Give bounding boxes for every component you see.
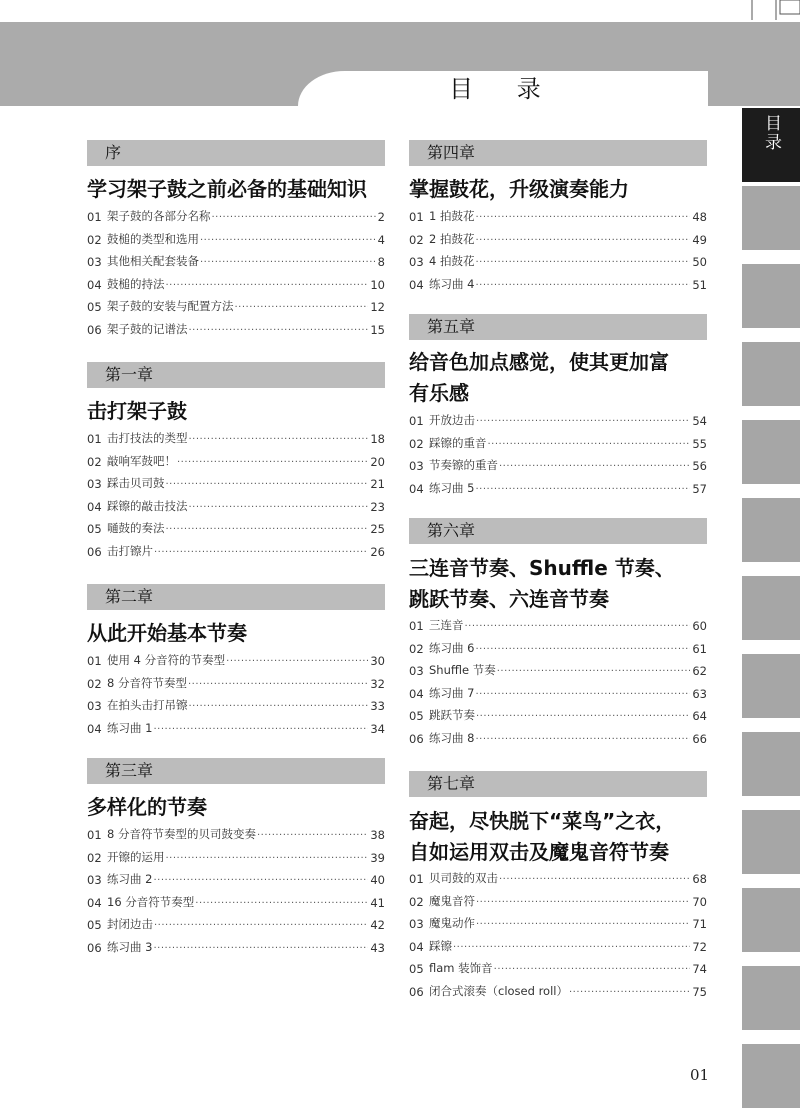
entry-page: 38 (370, 828, 385, 842)
section-title: 跳跃节奏、六连音节奏 (409, 587, 609, 611)
section-title: 击打架子鼓 (87, 399, 187, 423)
toc-entry[interactable] (87, 247, 385, 269)
entry-number: 04 (87, 277, 102, 292)
entry-number: 01 (409, 210, 424, 224)
entry-page: 10 (370, 277, 385, 292)
side-tab[interactable] (742, 966, 800, 1036)
entry-label: 2 拍鼓花 (429, 231, 475, 246)
entry-number: 01 (87, 828, 102, 842)
section-title: 学习架子鼓之前必备的基础知识 (87, 177, 367, 201)
chapter-bar: 第五章 (409, 314, 707, 340)
dot-leader (569, 983, 690, 997)
toc-entry[interactable] (87, 865, 385, 887)
chapter-bar: 序 (87, 140, 385, 166)
entry-page: 39 (370, 850, 385, 865)
entry-label: 架子鼓的各部分名称 (107, 209, 211, 223)
entry-number: 01 (409, 414, 424, 428)
toc-entry[interactable] (87, 714, 385, 736)
entry-page: 30 (370, 654, 385, 668)
entry-number: 03 (409, 664, 424, 679)
toc-entry[interactable] (87, 225, 385, 247)
entry-label: flam 装饰音 (429, 961, 493, 976)
dot-leader (189, 430, 369, 444)
dot-leader (235, 298, 369, 312)
side-tab[interactable] (742, 264, 800, 334)
entry-number: 04 (87, 721, 102, 736)
toc-entry[interactable] (409, 887, 707, 909)
entry-label: 练习曲 8 (429, 731, 475, 745)
entry-number: 05 (87, 300, 102, 315)
entry-page: 25 (370, 522, 385, 537)
dot-leader (154, 543, 368, 557)
dot-leader (189, 697, 369, 711)
dot-leader (475, 276, 690, 290)
entry-label: 击打镲片 (107, 544, 153, 558)
dot-leader (189, 498, 369, 512)
dot-leader (499, 457, 690, 471)
toc-entry[interactable] (87, 514, 385, 536)
entry-label: 架子鼓的记谱法 (107, 322, 188, 336)
entry-number: 01 (409, 872, 424, 886)
entry-page: 66 (692, 732, 707, 746)
entry-number: 02 (87, 232, 102, 247)
entry-number: 05 (87, 918, 102, 933)
entry-page: 68 (692, 872, 707, 886)
entry-page: 42 (370, 918, 385, 933)
page-title: 目 录 (449, 75, 559, 103)
entry-page: 12 (370, 300, 385, 315)
entry-page: 43 (370, 941, 385, 955)
dot-leader (476, 893, 690, 907)
toc-entry[interactable] (87, 537, 385, 559)
entry-label: 敲响军鼓吧！ (107, 453, 176, 468)
entry-number: 03 (87, 477, 102, 492)
dot-leader (212, 208, 376, 222)
entry-label: 开放边击 (429, 413, 475, 427)
toc-entry[interactable] (409, 406, 707, 428)
entry-label: 使用 4 分音符的节奏型 (107, 653, 226, 667)
entry-number: 04 (87, 895, 102, 910)
entry-label: 踩镲的敲击技法 (107, 498, 188, 513)
toc-entry[interactable] (409, 429, 707, 451)
side-tab[interactable] (742, 186, 800, 256)
dot-leader (453, 938, 690, 952)
page-number: 01 (690, 1066, 710, 1084)
entry-label: 开镲的运用 (107, 849, 165, 864)
dot-leader (497, 662, 691, 676)
entry-page: 33 (370, 699, 385, 714)
section-title: 奋起，尽快脱下“菜鸟”之衣， (409, 809, 676, 833)
dot-leader (465, 617, 691, 631)
chapter-bar: 第二章 (87, 584, 385, 610)
dot-leader (488, 435, 691, 449)
chapter-bar: 第三章 (87, 758, 385, 784)
entry-page: 55 (692, 436, 707, 451)
entry-number: 03 (409, 255, 424, 270)
entry-page: 74 (692, 962, 707, 977)
section-title: 三连音节奏、Shuffle 节奏、 (409, 556, 675, 580)
toc-entry[interactable] (409, 909, 707, 931)
entry-page: 32 (370, 676, 385, 691)
entry-page: 64 (692, 709, 707, 724)
dot-leader (200, 231, 376, 245)
entry-label: 跳跃节奏 (429, 708, 475, 723)
entry-number: 03 (87, 873, 102, 888)
toc-entry[interactable] (409, 701, 707, 723)
entry-number: 06 (409, 732, 424, 746)
entry-label: 练习曲 4 (429, 276, 475, 291)
toc-entry[interactable] (87, 424, 385, 446)
entry-page: 56 (692, 459, 707, 474)
toc-entry[interactable] (409, 656, 707, 678)
dot-leader (257, 826, 368, 840)
crop-marks (750, 0, 800, 22)
entry-number: 01 (87, 432, 102, 446)
chapter-bar: 第六章 (409, 518, 707, 544)
entry-page: 75 (692, 985, 707, 999)
entry-number: 02 (409, 232, 424, 247)
entry-number: 03 (87, 699, 102, 714)
entry-label: 贝司鼓的双击 (429, 871, 498, 885)
section-title: 多样化的节奏 (87, 795, 207, 819)
entry-page: 57 (692, 481, 707, 496)
entry-label: 节奏镲的重音 (429, 458, 498, 473)
entry-label: 在拍头击打吊镲 (107, 698, 188, 713)
toc-entry[interactable] (409, 679, 707, 701)
dot-leader (153, 939, 368, 953)
dot-leader (166, 276, 369, 290)
toc-entry[interactable] (87, 315, 385, 337)
entry-number: 04 (409, 277, 424, 292)
toc-entry[interactable] (409, 474, 707, 496)
toc-entry[interactable] (409, 451, 707, 473)
entry-label: 击打技法的类型 (107, 431, 188, 445)
entry-page: 54 (692, 414, 707, 428)
dot-leader (475, 208, 690, 222)
entry-label: 踩镲 (429, 938, 452, 953)
entry-number: 01 (409, 619, 424, 633)
entry-label: 其他相关配套装备 (107, 254, 199, 269)
dot-leader (475, 480, 690, 494)
entry-page: 2 (377, 210, 385, 224)
entry-page: 26 (370, 545, 385, 559)
entry-label: 练习曲 1 (107, 720, 153, 735)
entry-number: 04 (409, 481, 424, 496)
dot-leader (476, 915, 690, 929)
entry-number: 05 (87, 522, 102, 537)
entry-label: 踩击贝司鼓 (107, 476, 165, 491)
entry-number: 02 (87, 454, 102, 469)
section-title: 给音色加点感觉，使其更加富 (409, 350, 669, 374)
toc-entry[interactable] (87, 447, 385, 469)
dot-leader (476, 707, 690, 721)
entry-label: 练习曲 3 (107, 940, 153, 954)
dot-leader (177, 453, 368, 467)
entry-label: 练习曲 5 (429, 480, 475, 495)
entry-page: 63 (692, 686, 707, 701)
entry-number: 02 (409, 641, 424, 656)
side-tab[interactable] (742, 576, 800, 646)
dot-leader (153, 720, 368, 734)
entry-label: 鼓槌的类型和选用 (107, 231, 199, 246)
entry-label: 封闭边击 (107, 917, 153, 932)
dot-leader (494, 960, 691, 974)
entry-page: 8 (377, 255, 385, 270)
entry-number: 03 (409, 917, 424, 932)
dot-leader (154, 916, 368, 930)
toc-entry[interactable] (87, 492, 385, 514)
entry-number: 02 (409, 436, 424, 451)
toc-entry[interactable] (87, 270, 385, 292)
entry-label: 架子鼓的安装与配置方法 (107, 299, 234, 314)
entry-number: 04 (87, 499, 102, 514)
dot-leader (226, 652, 368, 666)
entry-label: Shuffle 节奏 (429, 663, 496, 678)
entry-page: 60 (692, 619, 707, 633)
dot-leader (476, 412, 690, 426)
toc-entry[interactable] (87, 292, 385, 314)
toc-entry[interactable] (409, 247, 707, 269)
entry-number: 06 (87, 941, 102, 955)
section-title: 掌握鼓花，升级演奏能力 (409, 177, 629, 201)
entry-label: 三连音 (429, 618, 464, 632)
entry-number: 05 (409, 962, 424, 977)
entry-page: 62 (692, 664, 707, 679)
toc-entry[interactable] (409, 270, 707, 292)
dot-leader (475, 730, 690, 744)
side-tab[interactable] (742, 342, 800, 412)
entry-page: 61 (692, 641, 707, 656)
toc-entry[interactable] (409, 634, 707, 656)
dot-leader (188, 675, 368, 689)
dot-leader (475, 253, 690, 267)
section-title: 有乐感 (409, 381, 469, 405)
entry-number: 02 (87, 676, 102, 691)
side-tab[interactable] (742, 498, 800, 568)
entry-number: 01 (87, 210, 102, 224)
entry-label: 嗵鼓的奏法 (107, 521, 165, 536)
section-title: 从此开始基本节奏 (87, 621, 247, 645)
toc-entry[interactable] (409, 202, 707, 224)
entry-page: 15 (370, 323, 385, 337)
dot-leader (166, 849, 369, 863)
side-tab[interactable] (742, 1044, 800, 1114)
chapter-bar: 第一章 (87, 362, 385, 388)
dot-leader (200, 253, 376, 267)
entry-label: 魔鬼动作 (429, 916, 475, 931)
toc-entry[interactable] (409, 724, 707, 746)
side-tab[interactable] (742, 654, 800, 724)
entry-number: 02 (87, 850, 102, 865)
entry-number: 06 (87, 323, 102, 337)
dot-leader (166, 520, 369, 534)
dot-leader (153, 871, 368, 885)
chapter-bar: 第四章 (409, 140, 707, 166)
toc-entry[interactable] (409, 611, 707, 633)
toc-entry[interactable] (409, 225, 707, 247)
entry-label: 魔鬼音符 (429, 893, 475, 908)
dot-leader (195, 894, 368, 908)
toc-entry[interactable] (409, 932, 707, 954)
entry-number: 06 (409, 985, 424, 999)
toc-entry[interactable] (409, 864, 707, 886)
entry-label: 1 拍鼓花 (429, 209, 475, 223)
entry-page: 21 (370, 477, 385, 492)
toc-entry[interactable] (87, 691, 385, 713)
entry-page: 41 (370, 895, 385, 910)
entry-number: 04 (409, 686, 424, 701)
side-tab[interactable] (742, 732, 800, 802)
entry-label: 8 分音符节奏型的贝司鼓变奏 (107, 827, 256, 841)
entry-page: 18 (370, 432, 385, 446)
toc-entry[interactable] (87, 202, 385, 224)
entry-label: 16 分音符节奏型 (107, 894, 195, 909)
entry-label: 鼓槌的持法 (107, 276, 165, 291)
entry-page: 34 (370, 721, 385, 736)
side-tab[interactable] (742, 810, 800, 880)
entry-page: 20 (370, 454, 385, 469)
entry-page: 23 (370, 499, 385, 514)
toc-entry[interactable] (87, 646, 385, 668)
toc-entry[interactable] (87, 469, 385, 491)
entry-label: 4 拍鼓花 (429, 254, 475, 269)
entry-number: 03 (409, 459, 424, 474)
dot-leader (189, 321, 369, 335)
entry-page: 50 (692, 255, 707, 270)
toc-entry[interactable] (87, 888, 385, 910)
entry-page: 71 (692, 917, 707, 932)
toc-entry[interactable] (409, 954, 707, 976)
entry-label: 闭合式滚奏（closed roll） (429, 984, 568, 998)
toc-entry[interactable] (87, 669, 385, 691)
entry-page: 40 (370, 873, 385, 888)
dot-leader (475, 231, 690, 245)
entry-number: 03 (87, 255, 102, 270)
entry-label: 踩镲的重音 (429, 435, 487, 450)
toc-entry[interactable] (87, 910, 385, 932)
entry-label: 练习曲 6 (429, 640, 475, 655)
entry-page: 72 (692, 939, 707, 954)
entry-number: 02 (409, 894, 424, 909)
entry-page: 70 (692, 894, 707, 909)
chapter-bar: 第七章 (409, 771, 707, 797)
toc-entry[interactable] (87, 933, 385, 955)
entry-label: 练习曲 2 (107, 872, 153, 887)
toc-entry[interactable] (87, 820, 385, 842)
entry-number: 06 (87, 545, 102, 559)
toc-entry[interactable] (409, 977, 707, 999)
dot-leader (499, 870, 690, 884)
entry-page: 49 (692, 232, 707, 247)
side-tab-label: 目录 (761, 114, 781, 152)
dot-leader (475, 640, 690, 654)
side-tab[interactable] (742, 420, 800, 490)
entry-label: 练习曲 7 (429, 685, 475, 700)
entry-number: 05 (409, 709, 424, 724)
entry-page: 48 (692, 210, 707, 224)
section-title: 自如运用双击及魔鬼音符节奏 (409, 840, 669, 864)
entry-number: 04 (409, 939, 424, 954)
entry-page: 51 (692, 277, 707, 292)
dot-leader (475, 685, 690, 699)
dot-leader (166, 475, 369, 489)
toc-entry[interactable] (87, 843, 385, 865)
side-tab[interactable] (742, 888, 800, 958)
entry-label: 8 分音符节奏型 (107, 675, 187, 690)
entry-page: 4 (377, 232, 385, 247)
entry-number: 01 (87, 654, 102, 668)
